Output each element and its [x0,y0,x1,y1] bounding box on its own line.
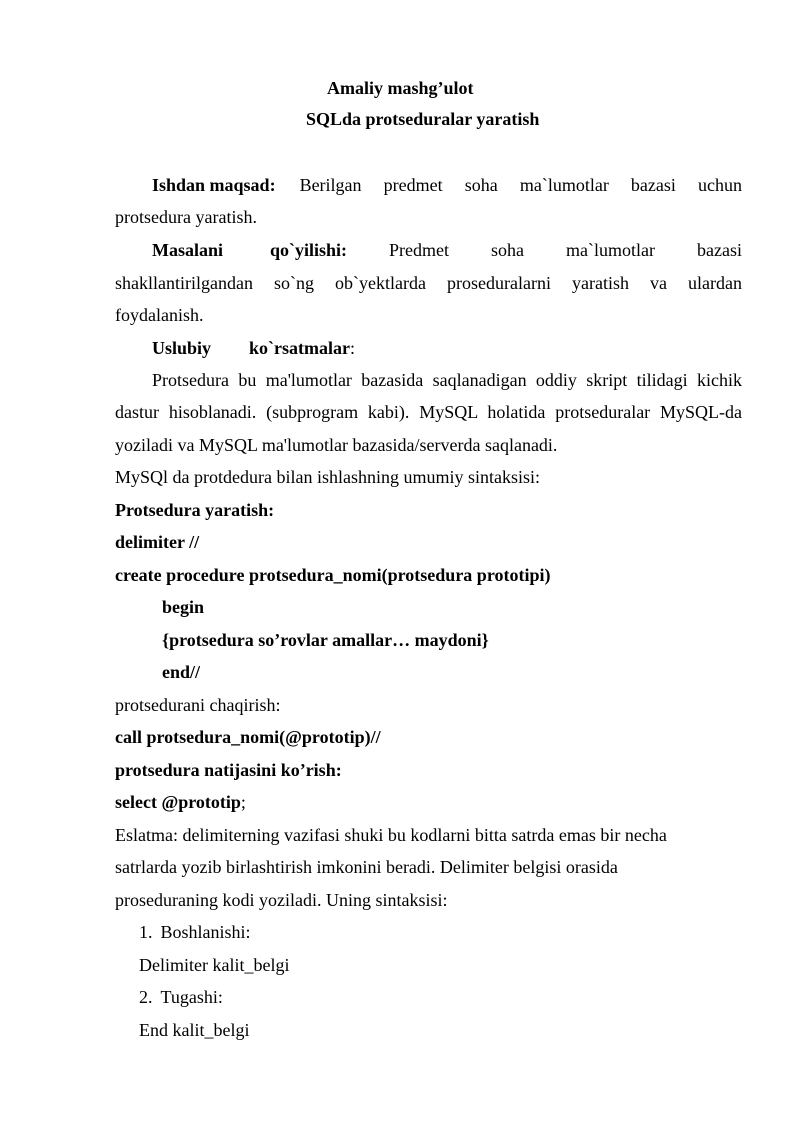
task-word-2: soha [491,240,524,260]
goal-line-1 [152,174,742,196]
list-item-2 [139,986,223,1008]
list-item-1-text: Boshlanishi: [160,922,251,942]
method-label-word1: Uslubiy [152,338,212,358]
task-line-1 [152,239,742,261]
list-item-2-code: End kalit_belgi [139,1020,250,1040]
code-body: {protsedura so’rovlar amallar… maydoni} [162,630,489,650]
note-line-1: Eslatma: delimiterning vazifasi shuki bu kodlarni bitta satrda emas bir necha [115,825,667,845]
list-item-2-text: Tugashi: [160,987,223,1007]
method-label-suffix: : [350,338,356,358]
note-line-3: proseduraning kodi yoziladi. Uning sintaksisi: [115,890,448,910]
result-heading: protsedura natijasini ko’rish: [115,760,342,780]
intro-line-2-text: dastur hisoblanadi. (subprogram kabi). MySQL holatida protseduralar MySQL-da [115,402,742,422]
code-begin: begin [162,597,205,617]
task-word-4: bazasi [696,240,742,260]
page-title: Amaliy mashg’ulot [327,78,474,98]
intro-line-1 [152,369,742,391]
call-heading: protsedurani chaqirish: [115,695,281,715]
task-word-3: ma`lumotlar [566,240,655,260]
intro-line-4: MySQl da protdedura bilan ishlashning umumiy sintaksisi: [115,467,540,487]
code-create-procedure: create procedure protsedura_nomi(protsedura prototipi) [115,565,551,585]
list-item-1-number: 1. [139,922,153,942]
task-word-1: Predmet [389,240,449,260]
code-select: select @prototip [115,792,241,812]
method-label-word2: ko`rsatmalar [249,338,351,358]
task-label-word2: qo`yilishi: [269,240,347,260]
goal-line-2: protsedura yaratish. [115,207,257,227]
intro-line-1-text: Protsedura bu ma'lumotlar bazasida saqlanadigan oddiy skript tilidagi kichik [152,370,742,390]
list-item-1-code: Delimiter kalit_belgi [139,955,290,975]
goal-label: Ishdan maqsad: [152,175,276,195]
code-select-suffix: ; [240,792,246,812]
method-heading [152,337,355,359]
task-line-2-text: shakllantirilgandan so`ng ob`yektlarda proseduralarni yaratish va ulardan [115,273,742,293]
code-end: end// [162,662,201,682]
code-delimiter: delimiter // [115,532,200,552]
intro-line-2 [115,401,742,423]
task-line-2 [115,272,742,294]
note-line-2: satrlarda yozib birlashtirish imkonini beradi. Delimiter belgisi orasida [115,857,618,877]
task-line-3: foydalanish. [115,305,204,325]
intro-line-3: yoziladi va MySQL ma'lumotlar bazasida/serverda saqlanadi. [115,435,558,455]
list-item-1 [139,921,251,943]
list-item-2-number: 2. [139,987,153,1007]
code-call: call protsedura_nomi(@prototip)// [115,727,381,747]
task-label [152,239,347,261]
goal-text: Berilgan predmet soha ma`lumotlar bazasi uchun [299,175,742,195]
create-heading: Protsedura yaratish: [115,500,275,520]
page-subtitle: SQLda protseduralar yaratish [306,109,540,129]
code-select-line [115,791,246,813]
task-label-word1: Masalani [152,240,224,260]
